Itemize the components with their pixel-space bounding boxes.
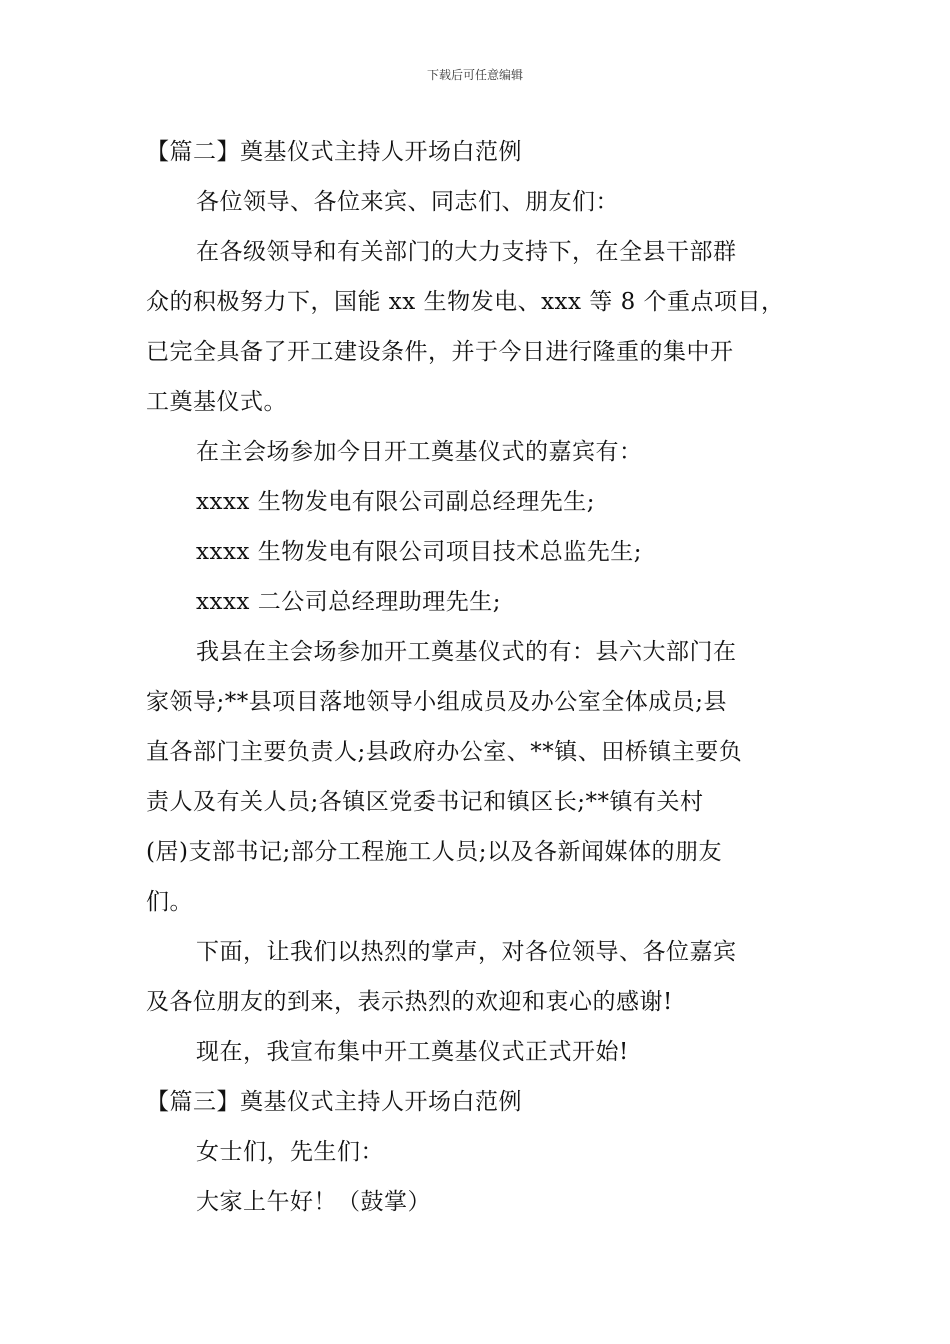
paragraph-line: 众的积极努力下，国能 xx 生物发电、xxx 等 8 个重点项目， [146,289,785,315]
section-heading: 【篇二】奠基仪式主持人开场白范例 [146,139,522,165]
section-heading: 【篇三】奠基仪式主持人开场白范例 [146,1089,522,1115]
page-header-note: 下载后可任意编辑 [426,68,523,82]
paragraph-line: 在主会场参加今日开工奠基仪式的嘉宾有： [196,439,643,465]
paragraph-line: 责人及有关人员;各镇区党委书记和镇区长;**镇有关村 [146,789,704,815]
paragraph-line: 在各级领导和有关部门的大力支持下，在全县干部群 [196,239,737,265]
paragraph-line: 直各部门主要负责人;县政府办公室、**镇、田桥镇主要负 [146,739,743,765]
paragraph-line: 我县在主会场参加开工奠基仪式的有：县六大部门在 [196,639,737,665]
paragraph-line: 工奠基仪式。 [146,389,287,415]
paragraph-line: xxxx 生物发电有限公司项目技术总监先生; [196,539,642,565]
paragraph-line: 下面，让我们以热烈的掌声，对各位领导、各位嘉宾 [196,939,737,965]
paragraph-line: 现在，我宣布集中开工奠基仪式正式开始! [196,1039,629,1065]
paragraph-line: 大家上午好！（鼓掌） [196,1189,431,1215]
paragraph-line: 各位领导、各位来宾、同志们、朋友们： [196,189,619,215]
paragraph-line: 家领导;**县项目落地领导小组成员及办公室全体成员;县 [146,689,727,715]
paragraph-line: 女士们，先生们： [196,1139,384,1165]
paragraph-line: xxxx 二公司总经理助理先生; [196,589,501,615]
paragraph-line: 们。 [146,889,193,915]
paragraph-line: 及各位朋友的到来，表示热烈的欢迎和衷心的感谢! [146,989,673,1015]
paragraph-line: (居)支部书记;部分工程施工人员;以及各新闻媒体的朋友 [146,839,722,865]
paragraph-line: xxxx 生物发电有限公司副总经理先生; [196,489,595,515]
paragraph-line: 已完全具备了开工建设条件，并于今日进行隆重的集中开 [146,339,734,365]
